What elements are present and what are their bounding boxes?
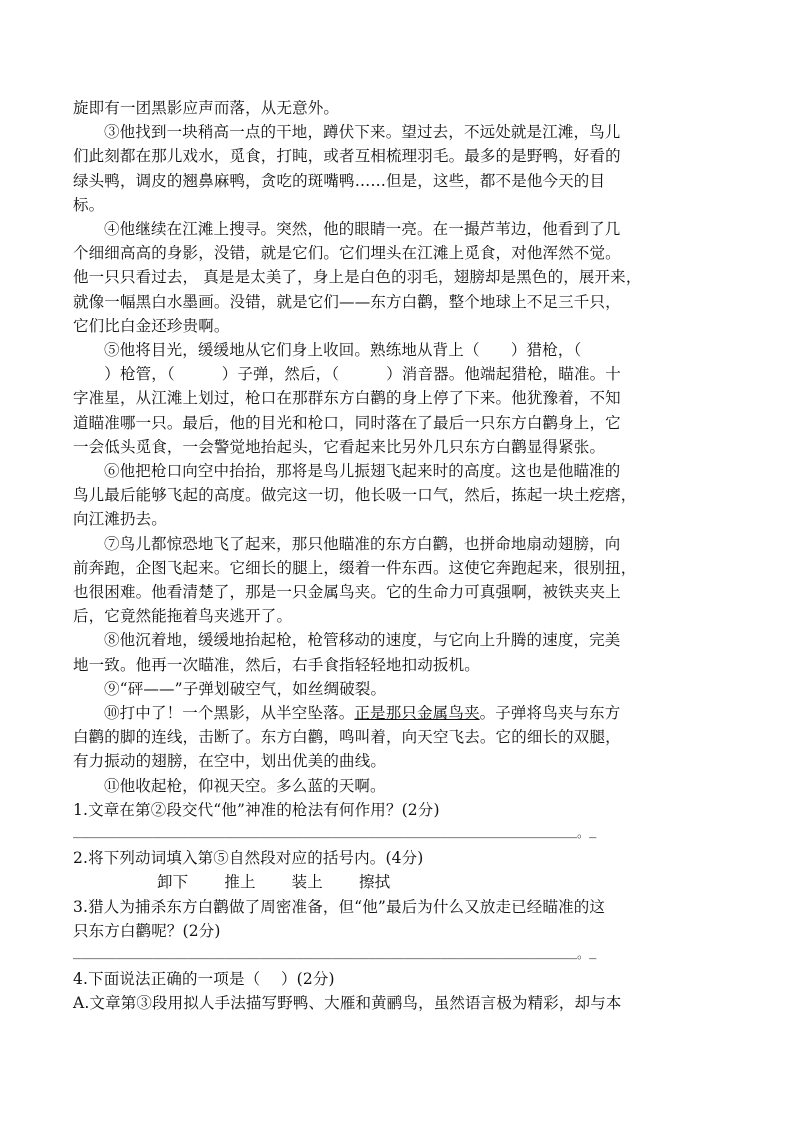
question-text: 2.将下列动词填入第⑤自然段对应的括号内。(4分)	[73, 849, 424, 868]
verb-option: 擦拭	[358, 873, 391, 892]
text-line: ⑦鸟儿都惊恐地飞了起来，那只他瞄准的东方白鹳，也拼命地扇动翅膀，向	[104, 534, 621, 553]
paragraph-6	[73, 459, 723, 532]
text-line: 个细细高高的身影，没错，就是它们。它们埋头在江滩上觅食，对他浑然不觉。	[73, 244, 621, 263]
question-text: 3.猎人为捕杀东方白鹳做了周密准备，但“他”最后为什么又放走已经瞄准的这	[73, 897, 606, 916]
question-text: 只东方白鹳呢？(2分)	[73, 921, 221, 940]
text-line: 道瞄准哪一只。最后，他的目光和枪口，同时落在了最后一只东方白鹳身上，它	[73, 413, 621, 432]
question-text: 4.下面说法正确的一项是（ ）(2分)	[73, 969, 335, 988]
text-line: 也很困难。他看清楚了，那是一只金属鸟夹。它的生命力可真强啊，被铁夹夹上	[73, 583, 621, 602]
question-text: 1.文章在第②段交代“他”神准的枪法有何作用？(2分)	[73, 800, 440, 819]
text-line: 他一只只看过去， 真是是太美了，身上是白色的羽毛，翅膀却是黑色的，展开来，	[73, 268, 642, 287]
text-line: 就像一幅黑白水墨画。没错，就是它们——东方白鹳，整个地球上不足三千只，	[73, 292, 621, 311]
paragraph-10	[73, 701, 723, 774]
text-line: 一会低头觅食，一会警觉地抬起头，它看起来比另外几只东方白鹳显得紧张。	[73, 437, 606, 456]
text-line: 白鹳的脚的连线，击断了。东方白鹳，鸣叫着，向天空飞去。它的细长的双腿，	[73, 728, 621, 747]
paragraph-11	[73, 774, 723, 798]
verb-option: 卸下	[157, 873, 189, 892]
question-4	[73, 967, 723, 1015]
text-line: 绿头鸭，调皮的翘鼻麻鸭，贪吃的斑嘴鸭……但是，这些，都不是他今天的目	[73, 171, 606, 190]
text-line: ⑥他把枪口向空中抬抬，那将是鸟儿振翅飞起来时的高度。这也是他瞄准的	[104, 462, 621, 481]
answer-line[interactable]: ______________________________________________________________________。_	[73, 947, 597, 962]
text-line: ⑪他收起枪，仰视天空。多么蓝的天啊。	[104, 776, 386, 795]
text-line	[73, 701, 723, 725]
answer-line[interactable]: ______________________________________________________________________。_	[73, 827, 597, 842]
question-3	[73, 895, 723, 967]
text-line: 前奔跑，企图飞起来。它细长的腿上，缀着一件东西。这使它奔跑起来，很别扭，	[73, 558, 637, 577]
text-segment: 。子弹将鸟夹与东方	[479, 704, 621, 723]
text-line: ③他找到一块稍高一点的干地，蹲伏下来。望过去，不远处就是江滩，鸟儿	[104, 123, 621, 142]
text-line: 后，它竟然能拖着鸟夹逃开了。	[73, 607, 293, 626]
option-a: A.文章第③段用拟人手法描写野鸭、大雁和黄鹂鸟，虽然语言极为精彩，却与本	[73, 994, 622, 1013]
paragraph-8	[73, 628, 723, 676]
paragraph-2-tail: 旋即有一团黑影应声而落，从无意外。	[73, 99, 340, 117]
question-2	[73, 846, 723, 894]
paragraph-9	[73, 677, 723, 701]
verb-options	[73, 870, 723, 894]
text-line: 向江滩扔去。	[73, 510, 167, 529]
paragraph-5	[73, 338, 723, 459]
verb-option: 装上	[291, 873, 323, 892]
text-line: ⑧他沉着地，缓缓地抬起枪，枪管移动的速度，与它向上升腾的速度，完美	[104, 631, 621, 650]
verb-option: 推上	[224, 873, 256, 892]
paragraph-7	[73, 532, 723, 629]
text-line: 们此刻都在那儿戏水，觅食，打盹，或者互相梳理羽毛。最多的是野鸭，好看的	[73, 147, 621, 166]
text-line: 鸟儿最后能够飞起的高度。做完这一切，他长吸一口气，然后，拣起一块土疙瘩，	[73, 486, 637, 505]
text-line: 地一致。他再一次瞄准，然后，右手食指轻轻地扣动扳机。	[73, 655, 480, 674]
paragraph-3	[73, 120, 723, 217]
text-line: ④他继续在江滩上搜寻。突然，他的眼睛一亮。在一撮芦苇边，他看到了几	[104, 220, 621, 239]
text-line: ⑤他将目光，缓缓地从它们身上收回。熟练地从背上（ ）猎枪，（	[104, 341, 582, 360]
text-line: 有力振动的翅膀，在空中，划出优美的曲线。	[73, 752, 387, 771]
text-segment: ⑩打中了！一个黑影，从半空坠落。	[104, 704, 355, 723]
paragraph-4	[73, 217, 723, 338]
text-line: ）枪管，（ ）子弹，然后，（ ）消音器。他端起猎枪，瞄准。十	[73, 365, 621, 384]
text-line: 标。	[73, 195, 105, 214]
question-1	[73, 798, 723, 846]
text-line: 字准星，从江滩上划过，枪口在那群东方白鹳的身上停了下来。他犹豫着，不知	[73, 389, 621, 408]
text-line: 它们比白金还珍贵啊。	[73, 316, 230, 335]
underlined-phrase: 正是那只金属鸟夹	[354, 704, 480, 723]
document-page	[73, 96, 723, 1015]
text-line: ⑨“砰——”子弹划破空气，如丝绸破裂。	[104, 679, 387, 698]
